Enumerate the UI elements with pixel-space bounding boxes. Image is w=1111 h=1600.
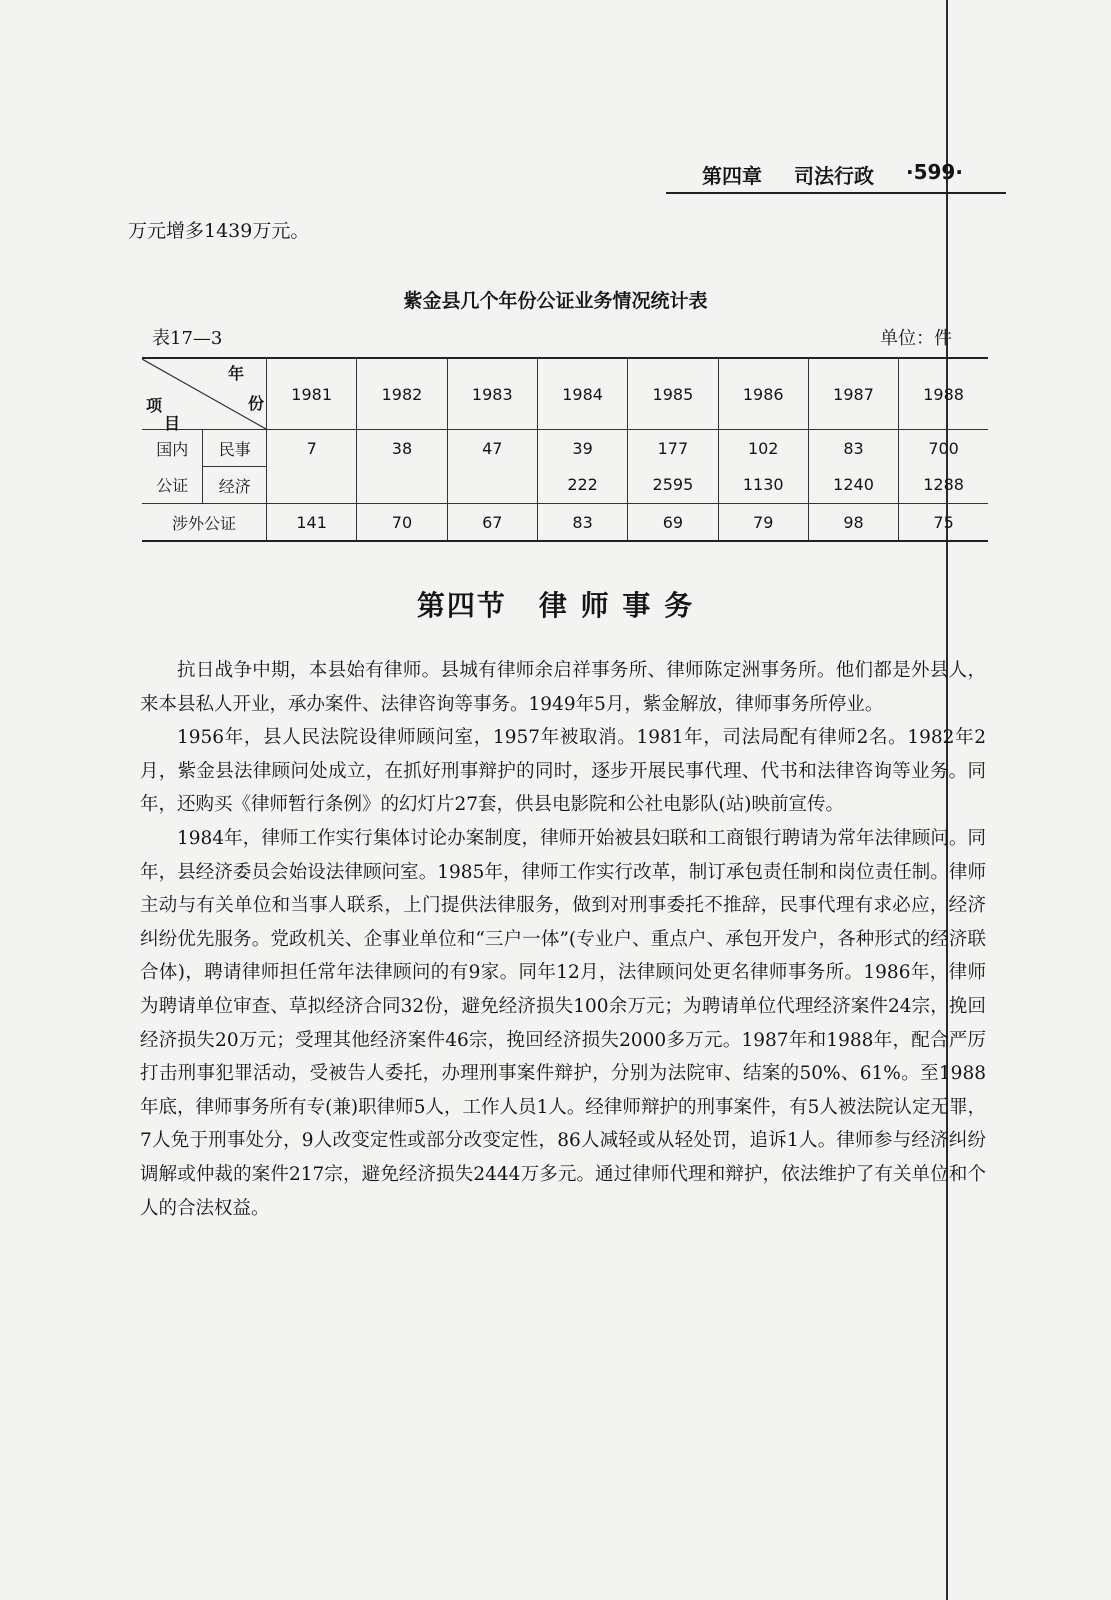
table-cell: 38 <box>357 430 447 467</box>
table-cell: 79 <box>718 504 808 542</box>
table-row <box>142 467 988 504</box>
corner-label-item-2: 目 <box>164 414 181 433</box>
table-cell: 2595 <box>628 467 718 504</box>
table-cell: 7 <box>267 430 357 467</box>
table-cell: 102 <box>718 430 808 467</box>
table-number: 表17—3 <box>152 328 223 349</box>
year-header: 1984 <box>537 358 627 430</box>
header-rule <box>666 192 1006 194</box>
section-number: 第四节 <box>416 589 507 622</box>
table-cell: 1288 <box>899 467 988 504</box>
chapter-title: 司法行政 <box>794 164 874 188</box>
table-header-row <box>142 358 988 430</box>
table-cell: 39 <box>537 430 627 467</box>
table-cell: 1130 <box>718 467 808 504</box>
page-number: ·599· <box>906 160 963 184</box>
year-header: 1985 <box>628 358 718 430</box>
statistics-table <box>142 357 988 542</box>
table-row <box>142 430 988 467</box>
table-cell: 98 <box>808 504 898 542</box>
corner-label-item-1: 项 <box>146 396 163 415</box>
corner-label-year-1: 年 <box>227 364 244 383</box>
table-cell: 177 <box>628 430 718 467</box>
year-header: 1987 <box>808 358 898 430</box>
corner-label-year-2: 份 <box>247 394 264 413</box>
paragraph: 1984年，律师工作实行集体讨论办案制度，律师开始被县妇联和工商银行聘请为常年法律顾问。同年，县经济委员会始设法律顾问室。1985年，律师工作实行改革，制订承包责任制和岗位责任制。律师主动与有关单位和当事人联系，上门提供法律服务，做到对刑事委托不推辞，民事代理有求必应，经济纠纷优先服务。党政机关、企事业单位和“三户一体”(专业户、重点户、承包开发户，各种形式的经济联合体)，聘请律师担任常年法律顾问的有9家。同年12月，法律顾问处更名律师事务所。1986年，律师为聘请单位审查、草拟经济合同32份，避免经济损失100余万元；为聘请单位代理经济案件24宗，挽回经济损失20万元；受理其他经济案件46宗，挽回经济损失2000多万元。1987年和1988年，配合严厉打击刑事犯罪活动，受被告人委托，办理刑事案件辩护，分别为法院审、结案的50%、61%。至1988年底，律师事务所有专(兼)职律师5人，工作人员1人。经律师辩护的刑事案件，有5人被法院认定无罪，7人免于刑事处分，9人改变定性或部分改变定性，86人减轻或从轻处罚，追诉1人。律师参与经济纠纷调解或仲裁的案件217宗，避免经济损失2444万多元。通过律师代理和辩护，依法维护了有关单位和个人的合法权益。 <box>140 827 986 1219</box>
table-cell: 700 <box>899 430 988 467</box>
carry-over-text: 万元增多1439万元。 <box>128 220 310 242</box>
row-label: 经济 <box>203 467 267 504</box>
group-label-1: 国内 <box>142 430 203 467</box>
table-cell: 222 <box>537 467 627 504</box>
section-name: 律 师 事 务 <box>538 589 695 622</box>
table-corner-cell <box>142 358 267 433</box>
table-cell: 83 <box>808 430 898 467</box>
table-cell: 1240 <box>808 467 898 504</box>
section-heading <box>0 584 1111 624</box>
body-text <box>140 654 986 1225</box>
year-header: 1981 <box>267 358 357 430</box>
year-header: 1986 <box>718 358 808 430</box>
year-header: 1982 <box>357 358 447 430</box>
table-cell: 67 <box>447 504 537 542</box>
paragraph: 抗日战争中期，本县始有律师。县城有律师余启祥事务所、律师陈定洲事务所。他们都是外县人，来本县私人开业，承办案件、法律咨询等事务。1949年5月，紫金解放，律师事务所停业。 <box>140 660 986 715</box>
row-label: 涉外公证 <box>142 504 267 542</box>
table-unit: 单位：件 <box>880 328 952 349</box>
table-cell: 47 <box>447 430 537 467</box>
paragraph: 1956年，县人民法院设律师顾问室，1957年被取消。1981年，司法局配有律师2名。1982年2月，紫金县法律顾问处成立，在抓好刑事辩护的同时，逐步开展民事代理、代书和法律咨询等业务。同年，还购买《律师暂行条例》的幻灯片27套，供县电影院和公社电影队(站)映前宣传。 <box>140 727 986 816</box>
group-label-2: 公证 <box>156 476 189 496</box>
table-cell <box>357 467 447 504</box>
year-header: 1983 <box>447 358 537 430</box>
table-cell: 75 <box>899 504 988 542</box>
table-cell: 141 <box>267 504 357 542</box>
row-label: 民事 <box>203 430 267 467</box>
table-cell: 83 <box>537 504 627 542</box>
table-cell: 70 <box>357 504 447 542</box>
table-title: 紫金县几个年份公证业务情况统计表 <box>403 290 708 312</box>
table-cell <box>447 467 537 504</box>
running-header <box>666 160 1006 190</box>
chapter-label: 第四章 <box>702 164 762 188</box>
year-header: 1988 <box>899 358 988 430</box>
table-row <box>142 504 988 542</box>
table-cell <box>267 467 357 504</box>
table-cell: 69 <box>628 504 718 542</box>
